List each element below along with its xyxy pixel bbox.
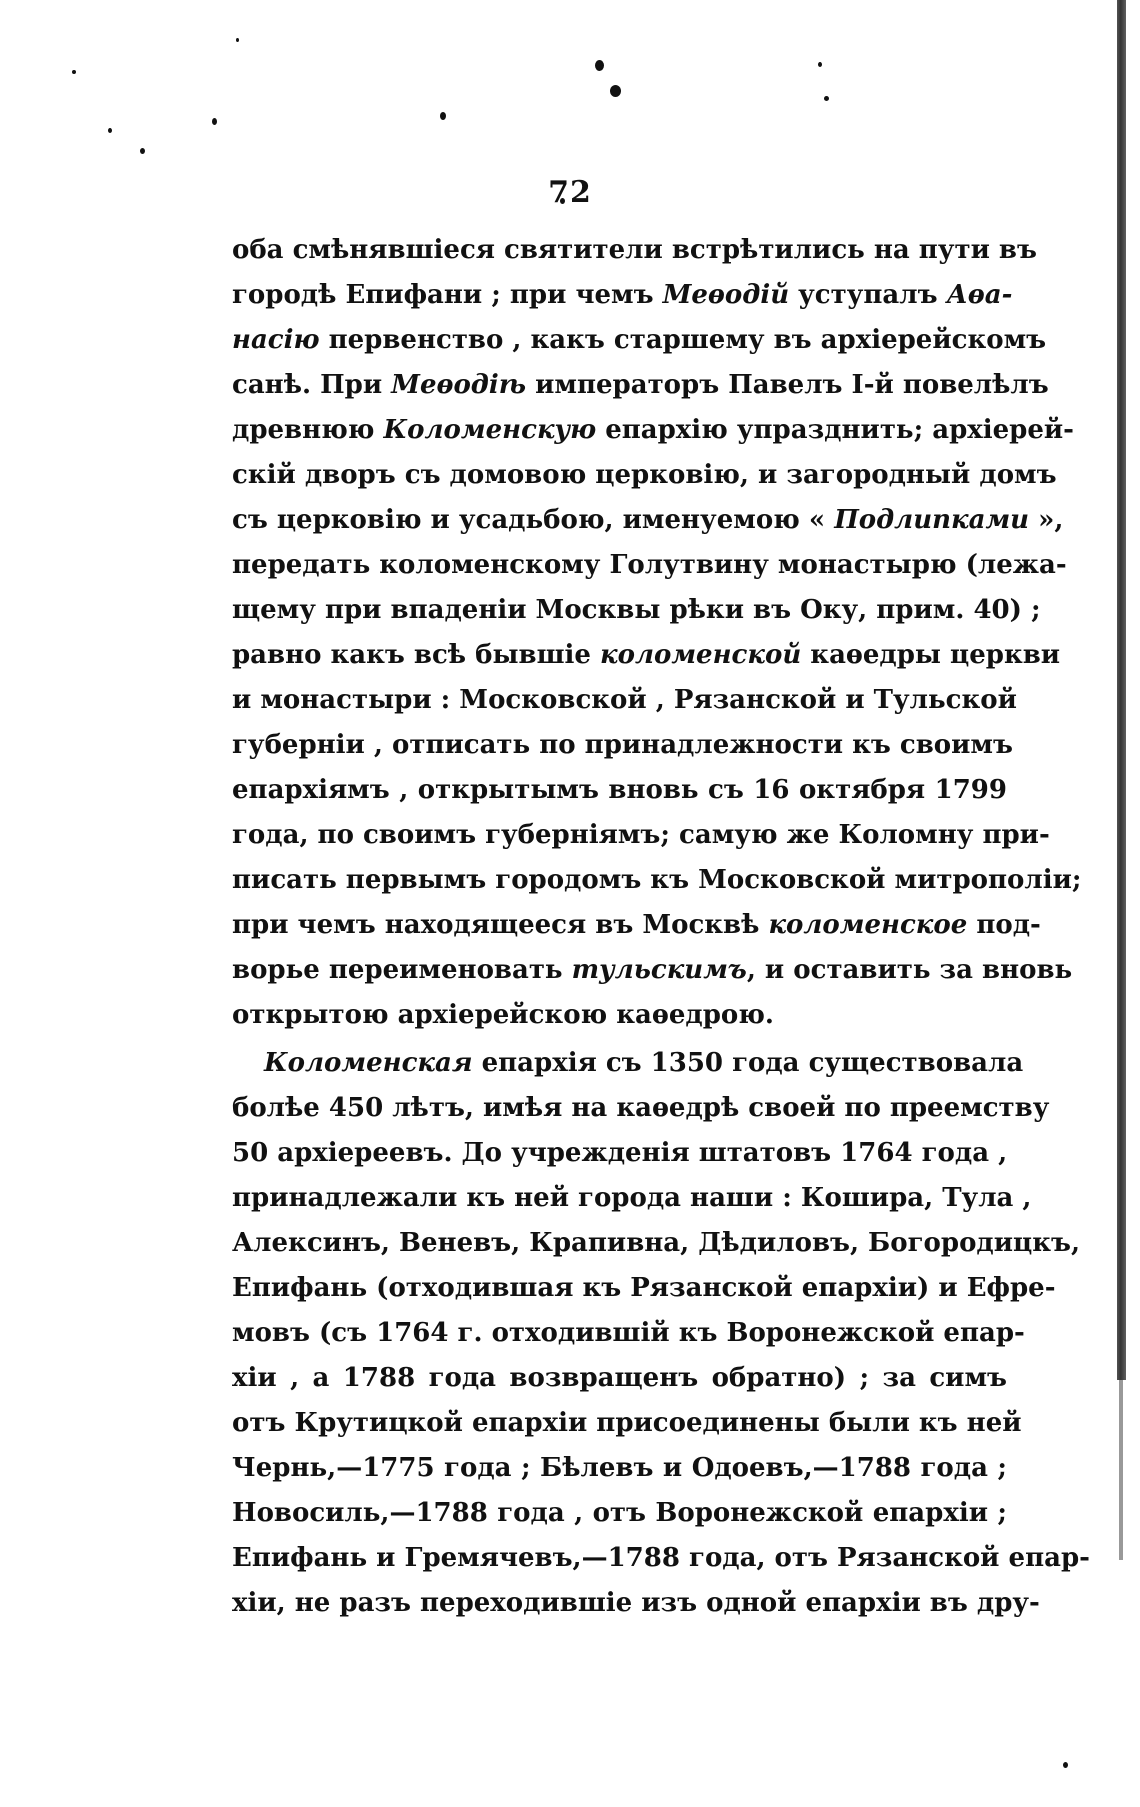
italic-text: Аѳа- bbox=[946, 280, 1013, 310]
text-run: Епифань (отходившая къ Рязанской епархіи) и Ефре- bbox=[232, 1273, 1056, 1303]
text-line bbox=[232, 228, 1037, 273]
scan-speck bbox=[610, 85, 621, 97]
text-line bbox=[232, 1086, 1050, 1131]
text-line bbox=[232, 588, 1041, 633]
text-line bbox=[232, 858, 1082, 903]
text-run: санѣ. При bbox=[232, 370, 392, 400]
scan-speck bbox=[818, 62, 822, 67]
text-line bbox=[232, 993, 1007, 1038]
scan-speck bbox=[824, 96, 829, 101]
text-line bbox=[232, 723, 1013, 768]
text-run: скій дворъ съ домовою церковію, и загородный домъ bbox=[232, 460, 1057, 490]
text-line bbox=[232, 543, 1067, 588]
italic-text: коломенское bbox=[768, 910, 968, 940]
text-line bbox=[232, 948, 1073, 993]
text-run: каѳедры церкви bbox=[801, 640, 1061, 670]
text-line bbox=[232, 813, 1050, 858]
text-line bbox=[232, 1491, 1007, 1536]
scan-speck bbox=[595, 60, 604, 71]
italic-text: тульскимъ bbox=[571, 955, 747, 985]
text-run: епархіямъ , открытымъ вновь съ 16 октября 1799 bbox=[232, 775, 1007, 805]
text-run: императоръ Павелъ І-й повелѣлъ bbox=[526, 370, 1049, 400]
text-run: передать коломенскому Голутвину монастырю (лежа- bbox=[232, 550, 1067, 580]
paragraph bbox=[232, 1041, 1090, 1626]
body-text bbox=[232, 228, 1090, 1626]
text-line bbox=[232, 1356, 1007, 1401]
text-run: равно какъ всѣ бывшіе bbox=[232, 640, 601, 670]
text-run: отъ Крутицкой епархіи присоединены были къ ней bbox=[232, 1408, 1022, 1438]
text-line bbox=[232, 408, 1074, 453]
scan-speck bbox=[236, 38, 239, 42]
text-run: мовъ (съ 1764 г. отходившій къ Воронежской епар- bbox=[232, 1318, 1025, 1348]
text-run: первенство , какъ старшему въ архіерейскомъ bbox=[319, 325, 1047, 355]
text-line bbox=[232, 273, 1013, 318]
text-run: открытою архіерейскою каѳедрою. bbox=[232, 1000, 774, 1030]
text-run: уступалъ bbox=[789, 280, 947, 310]
text-line bbox=[232, 318, 1047, 363]
text-line bbox=[232, 1131, 1007, 1176]
text-run: губерніи , отписать по принадлежности къ своимъ bbox=[232, 730, 1013, 760]
text-run: оба смѣнявшіеся святители встрѣтились на пути въ bbox=[232, 235, 1037, 265]
text-line bbox=[232, 1176, 1032, 1221]
text-line bbox=[232, 1041, 1024, 1086]
text-run: епархія съ 1350 года существовала bbox=[472, 1048, 1024, 1078]
italic-text: Меѳодій bbox=[662, 280, 790, 310]
text-run: Чернь,—1775 года ; Бѣлевъ и Одоевъ,—1788 года ; bbox=[232, 1453, 1007, 1483]
text-run: хіи , а 1788 года возвращенъ обратно) ; за симъ bbox=[232, 1363, 1007, 1393]
text-run: епархію упразднить; архіерей- bbox=[596, 415, 1074, 445]
text-line bbox=[232, 1221, 1081, 1266]
text-line bbox=[232, 903, 1041, 948]
italic-text: насію bbox=[232, 325, 320, 355]
text-line bbox=[232, 1581, 1040, 1626]
page-edge-shadow-lower bbox=[1119, 1380, 1123, 1560]
text-line bbox=[232, 363, 1049, 408]
text-run: съ церковію и усадьбою, именуемою « bbox=[232, 505, 835, 535]
scan-speck bbox=[72, 70, 76, 74]
scan-speck bbox=[108, 128, 112, 133]
text-line bbox=[232, 1311, 1025, 1356]
text-run: при чемъ находящееся въ Москвѣ bbox=[232, 910, 769, 940]
text-run: года, по своимъ губерніямъ; самую же Коломну при- bbox=[232, 820, 1050, 850]
text-line bbox=[232, 678, 1017, 723]
text-run: , и оставить за вновь bbox=[746, 955, 1073, 985]
text-run: », bbox=[1029, 505, 1064, 535]
italic-text: Подлипками bbox=[834, 505, 1030, 535]
text-line bbox=[232, 1266, 1056, 1311]
italic-text: Меѳодіѣ bbox=[391, 370, 527, 400]
text-line bbox=[232, 1446, 1007, 1491]
text-line bbox=[232, 1536, 1090, 1581]
text-line bbox=[232, 453, 1057, 498]
text-run: Епифань и Гремячевъ,—1788 года, отъ Рязанской епар- bbox=[232, 1543, 1090, 1573]
italic-text: Коломенская bbox=[264, 1048, 473, 1078]
text-run: 50 архіереевъ. До учрежденія штатовъ 1764 года , bbox=[232, 1138, 1008, 1168]
text-run: под- bbox=[967, 910, 1041, 940]
page-number: 72 bbox=[548, 175, 592, 210]
italic-text: Коломенскую bbox=[383, 415, 597, 445]
text-line bbox=[232, 498, 1064, 543]
text-line bbox=[232, 1401, 1022, 1446]
text-run: щему при впаденіи Москвы рѣки въ Оку, прим. 40) ; bbox=[232, 595, 1041, 625]
text-run: хіи, не разъ переходившіе изъ одной епархіи въ дру- bbox=[232, 1588, 1040, 1618]
scan-speck bbox=[1063, 1762, 1068, 1768]
text-run: болѣе 450 лѣтъ, имѣя на каѳедрѣ своей по преемству bbox=[232, 1093, 1050, 1123]
text-run: древнюю bbox=[232, 415, 384, 445]
scan-speck bbox=[212, 118, 217, 125]
text-run: городѣ Епифани ; при чемъ bbox=[232, 280, 663, 310]
text-run: писать первымъ городомъ къ Московской митрополіи; bbox=[232, 865, 1082, 895]
scan-speck bbox=[140, 148, 145, 154]
paragraph bbox=[232, 228, 1082, 1038]
text-run: принадлежали къ ней города наши : Кошира, Тула , bbox=[232, 1183, 1032, 1213]
text-run: и монастыри : Московской , Рязанской и Тульской bbox=[232, 685, 1017, 715]
text-run: ворье переименовать bbox=[232, 955, 572, 985]
text-run: Алексинъ, Веневъ, Крапивна, Дѣдиловъ, Богородицкъ, bbox=[232, 1228, 1081, 1258]
text-line bbox=[232, 633, 1061, 678]
scan-speck bbox=[440, 112, 446, 120]
text-line bbox=[232, 768, 1007, 813]
text-run: Новосиль,—1788 года , отъ Воронежской епархіи ; bbox=[232, 1498, 1007, 1528]
italic-text: коломенской bbox=[600, 640, 802, 670]
